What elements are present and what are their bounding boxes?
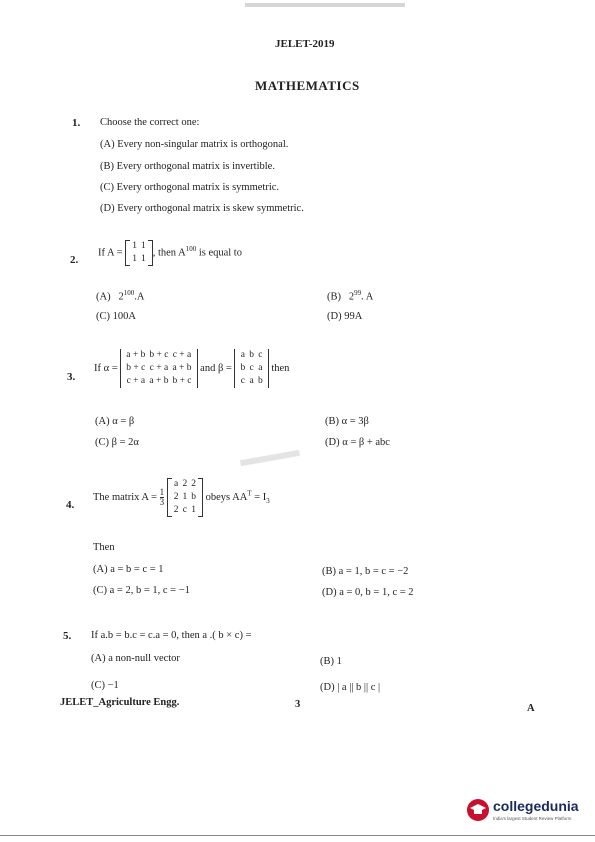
q4-fraction: $\frac{1}{3}$ xyxy=(159,487,165,507)
q5-option-b: (B) 1 xyxy=(320,656,342,667)
q4-option-c: (C) a = 2, b = 1, c = −1 xyxy=(93,585,190,596)
q2-suffix2: is equal to xyxy=(196,247,242,259)
scan-smudge xyxy=(240,450,300,466)
q2-option-a: (A) $2^{100}.A$ xyxy=(96,289,145,303)
q4-matrix: a 2 2 2 1 b 2 c 1 xyxy=(167,478,203,517)
footer-set: A xyxy=(527,703,535,714)
q2-option-b: (B) $2^{99}$. A xyxy=(327,289,374,303)
q3-stem xyxy=(94,349,289,388)
q1-stem: Choose the correct one: xyxy=(100,117,200,128)
footer-page-number: 3 xyxy=(295,699,301,710)
q2-option-d: (D) 99A xyxy=(327,311,363,322)
q3-option-b: (B) α = 3β xyxy=(325,416,369,427)
q1-option-b: (B) Every orthogonal matrix is invertible. xyxy=(100,161,275,172)
q1-number: 1. xyxy=(72,117,81,129)
q3-option-d: (D) α = β + abc xyxy=(325,437,390,448)
q4-stem: The matrix A = $\frac{1}{3}$ a 2 2 2 1 b 2 c 1 obeys $AA^T = I_3$ xyxy=(93,479,270,515)
q3-suffix: then xyxy=(271,362,290,374)
q2-option-c: (C) 100A xyxy=(96,311,136,322)
q2-matrix: 1 1 1 1 xyxy=(125,240,153,266)
q2-suffix: , then A xyxy=(152,247,186,259)
bottom-divider xyxy=(0,835,595,836)
q3-number: 3. xyxy=(67,371,76,383)
brand-name: collegedunia xyxy=(493,798,579,814)
q5-option-a: (A) a non-null vector xyxy=(91,653,180,664)
subject-title: MATHEMATICS xyxy=(255,78,360,93)
footer-course: JELET_Agriculture Engg. xyxy=(60,697,180,708)
q1-option-d: (D) Every orthogonal matrix is skew symmetric. xyxy=(100,203,304,214)
q2-stem xyxy=(98,240,242,266)
q3-prefix: If α = xyxy=(94,362,118,374)
q3-mid: and β = xyxy=(200,362,232,374)
exam-title: JELET-2019 xyxy=(275,38,335,50)
q4-number: 4. xyxy=(66,499,75,511)
q4-option-b: (B) a = 1, b = c = −2 xyxy=(322,566,409,577)
q2-prefix: If A = xyxy=(98,247,123,259)
q4-suffix: obeys AA xyxy=(205,491,248,503)
q3-alpha-matrix: a + b b + c c + a b + c c + a a + b c + a a + b b + c xyxy=(120,349,197,388)
q5-option-c: (C) −1 xyxy=(91,680,119,691)
q1-option-a: (A) Every non-singular matrix is orthogonal. xyxy=(100,139,289,150)
q3-option-a: (A) α = β xyxy=(95,416,135,427)
q5-stem: If a.b = b.c = c.a = 0, then a .( b × c) = xyxy=(91,630,252,641)
q4-option-a: (A) a = b = c = 1 xyxy=(93,564,164,575)
brand-logo xyxy=(466,796,591,826)
q5-option-d: (D) | a || b || c | xyxy=(320,682,381,693)
q3-option-c: (C) β = 2α xyxy=(95,437,139,448)
brand-tagline: India's largest Student Review Platform xyxy=(493,816,572,821)
q4-prefix: The matrix A = xyxy=(93,491,157,503)
q5-number: 5. xyxy=(63,630,72,642)
scan-noise xyxy=(245,3,405,7)
q4-then: Then xyxy=(93,542,115,553)
mortarboard-icon xyxy=(466,798,490,822)
q2-power: 100 xyxy=(185,244,197,253)
q1-option-c: (C) Every orthogonal matrix is symmetric. xyxy=(100,182,280,193)
q2-number: 2. xyxy=(70,254,79,266)
q4-option-d: (D) a = 0, b = 1, c = 2 xyxy=(322,587,414,598)
q3-beta-matrix: a b c b c a c a b xyxy=(234,349,268,388)
